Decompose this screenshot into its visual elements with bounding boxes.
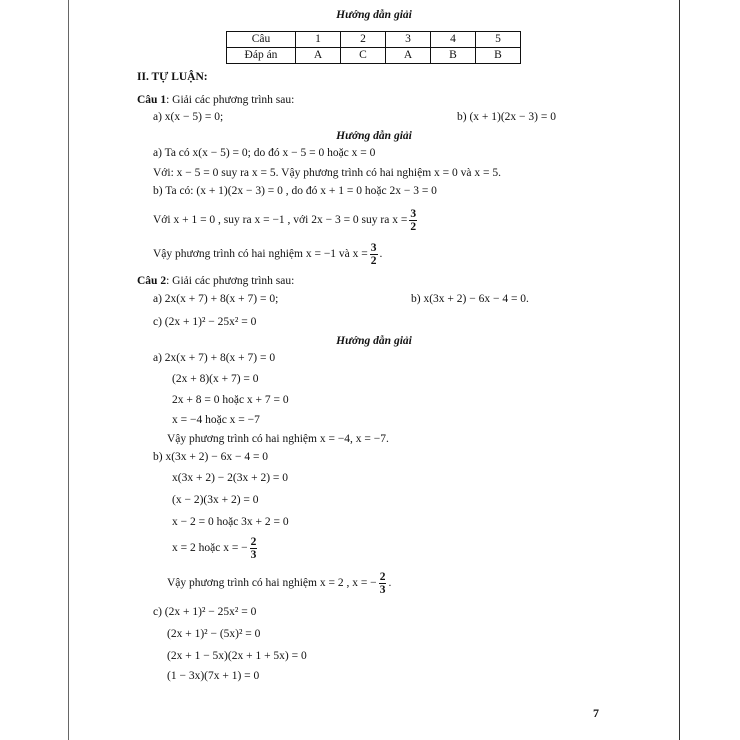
table-cell: 3 — [386, 32, 431, 48]
table-cell: A — [296, 48, 341, 64]
solution-line: Với: x − 5 = 0 suy ra x = 5. Vậy phương trình có hai nghiệm x = 0 và x = 5. — [153, 167, 501, 179]
denominator: 2 — [370, 254, 377, 267]
numerator: 3 — [410, 207, 417, 220]
guide-heading: Hướng dẫn giải — [336, 9, 412, 21]
question-label: Câu 2 — [137, 275, 167, 287]
solution-line: (2x + 8)(x + 7) = 0 — [172, 373, 259, 385]
numerator: 3 — [370, 241, 377, 254]
fraction — [379, 571, 387, 596]
question-text: : Giải các phương trình sau: — [166, 275, 295, 287]
table-header-cell: Câu — [227, 32, 296, 48]
solution-line: Vậy phương trình có hai nghiệm x = −4, x = −7. — [167, 433, 389, 445]
solution-line: (x − 2)(3x + 2) = 0 — [172, 494, 259, 506]
q1-part-b: b) (x + 1)(2x − 3) = 0 — [457, 111, 556, 123]
solution-line: b) x(3x + 2) − 6x − 4 = 0 — [153, 451, 269, 463]
guide-heading: Hướng dẫn giải — [336, 335, 412, 347]
denominator: 2 — [410, 220, 417, 233]
document-page — [68, 0, 680, 740]
numerator: 2 — [379, 570, 386, 583]
solution-text: Với x + 1 = 0 , suy ra x = −1 , với 2x − 3 = 0 suy ra x = — [153, 214, 408, 226]
page-number: 7 — [593, 706, 599, 720]
guide-heading: Hướng dẫn giải — [336, 130, 412, 142]
solution-line: (2x + 1 − 5x)(2x + 1 + 5x) = 0 — [167, 650, 307, 662]
fraction — [370, 242, 378, 267]
solution-line — [153, 207, 419, 233]
fraction — [409, 208, 417, 233]
table-cell: A — [386, 48, 431, 64]
question-1-prompt — [137, 93, 294, 107]
section-title: II. TỰ LUẬN: — [137, 71, 208, 83]
solution-line: b) Ta có: (x + 1)(2x − 3) = 0 , do đó x + 1 = 0 hoặc 2x − 3 = 0 — [153, 185, 437, 197]
denominator: 3 — [379, 583, 386, 596]
table-cell: 4 — [431, 32, 476, 48]
table-cell: 5 — [476, 32, 521, 48]
denominator: 3 — [250, 548, 257, 561]
q2-part-a: a) 2x(x + 7) + 8(x + 7) = 0; — [153, 293, 279, 305]
solution-line: 2x + 8 = 0 hoặc x + 7 = 0 — [172, 394, 289, 406]
table-row — [227, 32, 521, 48]
solution-line: a) Ta có x(x − 5) = 0; do đó x − 5 = 0 hoặc x = 0 — [153, 147, 376, 159]
question-2-prompt — [137, 274, 294, 288]
table-cell: 1 — [296, 32, 341, 48]
solution-text: x = 2 hoặc x = − — [172, 542, 248, 554]
solution-line: (1 − 3x)(7x + 1) = 0 — [167, 670, 260, 682]
solution-text: Vậy phương trình có hai nghiệm x = −1 và x = — [153, 248, 368, 260]
answer-table — [226, 31, 521, 64]
solution-line: c) (2x + 1)² − 25x² = 0 — [153, 606, 257, 618]
numerator: 2 — [250, 535, 257, 548]
question-label: Câu 1 — [137, 94, 167, 106]
table-cell: B — [431, 48, 476, 64]
solution-line — [172, 535, 259, 561]
solution-text: Vậy phương trình có hai nghiệm x = 2 , x = − — [167, 577, 377, 589]
table-header-cell: Đáp án — [227, 48, 296, 64]
q2-part-c: c) (2x + 1)² − 25x² = 0 — [153, 316, 257, 328]
question-text: : Giải các phương trình sau: — [166, 94, 295, 106]
solution-line: x(3x + 2) − 2(3x + 2) = 0 — [172, 472, 289, 484]
table-cell: C — [341, 48, 386, 64]
solution-text: . — [388, 577, 392, 589]
table-cell: 2 — [341, 32, 386, 48]
solution-line — [153, 241, 382, 267]
solution-line: a) 2x(x + 7) + 8(x + 7) = 0 — [153, 352, 276, 364]
solution-line: x − 2 = 0 hoặc 3x + 2 = 0 — [172, 516, 289, 528]
table-row — [227, 48, 521, 64]
solution-text: . — [379, 248, 383, 260]
solution-line: (2x + 1)² − (5x)² = 0 — [167, 628, 261, 640]
fraction — [250, 536, 258, 561]
q2-part-b: b) x(3x + 2) − 6x − 4 = 0. — [411, 293, 529, 305]
table-cell: B — [476, 48, 521, 64]
q1-part-a: a) x(x − 5) = 0; — [153, 111, 224, 123]
solution-line — [167, 570, 391, 596]
solution-line: x = −4 hoặc x = −7 — [172, 414, 260, 426]
